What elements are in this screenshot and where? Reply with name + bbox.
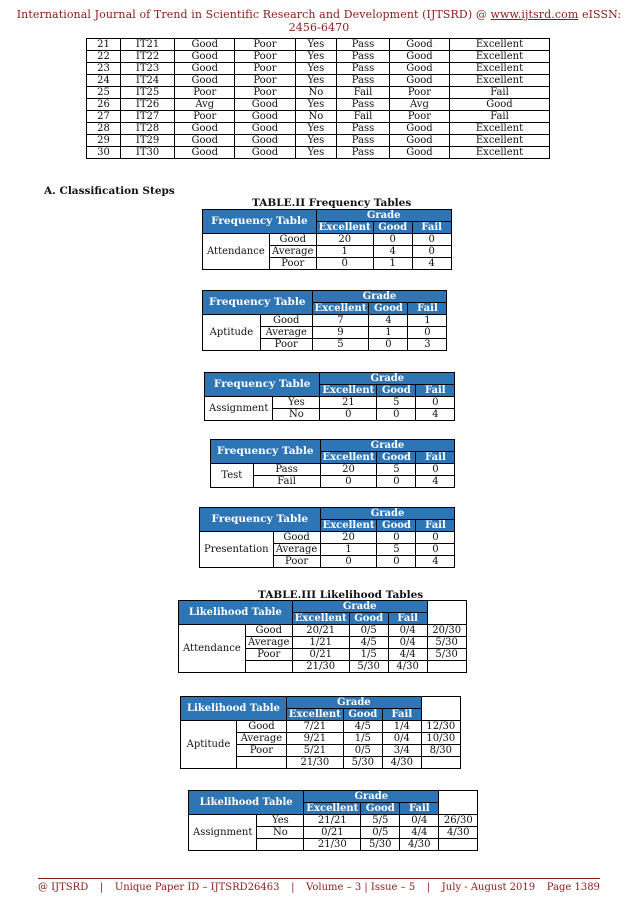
- table-cell: Avg: [175, 99, 235, 111]
- table-cell: Good: [389, 147, 449, 159]
- table-cell: IT21: [120, 39, 174, 51]
- table-cell: Fail: [450, 111, 550, 123]
- table-cell: Pass: [337, 75, 390, 87]
- table-cell: Avg: [389, 99, 449, 111]
- value-label: Poor: [236, 745, 286, 757]
- count-cell: 0: [377, 409, 416, 421]
- count-cell: 4: [416, 476, 455, 488]
- count-cell: 9/21: [286, 733, 343, 745]
- table-cell: Good: [175, 51, 235, 63]
- value-label: Good: [236, 721, 286, 733]
- value-label: Yes: [273, 397, 320, 409]
- grade-column-header: Fail: [388, 613, 427, 625]
- table-cell: Good: [175, 39, 235, 51]
- grade-header: Grade: [316, 210, 451, 222]
- count-cell: 0: [320, 476, 377, 488]
- count-cell: 5/5: [361, 815, 400, 827]
- count-cell: 9: [312, 327, 369, 339]
- count-cell: 4/30: [439, 827, 478, 839]
- header-row: [200, 508, 455, 520]
- attribute-label: Assignment: [189, 815, 257, 851]
- frequency-table-assignment: [204, 372, 455, 421]
- header-row: [211, 440, 455, 452]
- table-cell: Poor: [175, 87, 235, 99]
- table-cell: Good: [175, 75, 235, 87]
- header-row: [205, 373, 455, 385]
- count-cell: 5/21: [286, 745, 343, 757]
- table-row: [211, 464, 455, 476]
- total-cell: 5/30: [343, 757, 382, 769]
- count-cell: 20: [316, 234, 373, 246]
- table-cell: 22: [87, 51, 121, 63]
- table-cell: Yes: [295, 99, 337, 111]
- table-cell: Excellent: [450, 63, 550, 75]
- frequency-tables-title: TABLE.II Frequency Tables: [252, 197, 412, 209]
- table-cell: Excellent: [450, 75, 550, 87]
- grade-header: Grade: [286, 697, 421, 709]
- grade-column-header: Good: [343, 709, 382, 721]
- count-cell: 0: [369, 339, 408, 351]
- count-cell: 1/5: [343, 733, 382, 745]
- table-label: Likelihood Table: [189, 791, 304, 815]
- blank-cell: [236, 757, 286, 769]
- dataset-table: [86, 38, 550, 159]
- grade-column-header: Fail: [400, 803, 439, 815]
- header-row: [179, 601, 467, 613]
- count-cell: 20/21: [292, 625, 349, 637]
- count-cell: 26/30: [439, 815, 478, 827]
- table-cell: IT26: [120, 99, 174, 111]
- table-cell: Poor: [175, 111, 235, 123]
- count-cell: 0/4: [388, 625, 427, 637]
- count-cell: 1: [408, 315, 447, 327]
- count-cell: 20: [320, 464, 377, 476]
- blank-cell: [421, 697, 460, 709]
- table-cell: No: [295, 87, 337, 99]
- table-row: [87, 135, 550, 147]
- table-cell: No: [295, 111, 337, 123]
- count-cell: 0: [412, 246, 451, 258]
- table-cell: Good: [389, 63, 449, 75]
- count-cell: 4: [412, 258, 451, 270]
- table-row: [87, 87, 550, 99]
- table-label: Frequency Table: [203, 210, 317, 234]
- page-footer: @ IJTSRD | Unique Paper ID – IJTSRD26463 | Volume – 3 | Issue – 5 | July - August 2019 Page 1389: [38, 878, 600, 893]
- grade-column-header: Good: [349, 613, 388, 625]
- count-cell: 4/5: [349, 637, 388, 649]
- grade-column-header: Good: [361, 803, 400, 815]
- value-label: Poor: [273, 556, 320, 568]
- grade-column-header: Good: [373, 222, 412, 234]
- count-cell: 7: [312, 315, 369, 327]
- count-cell: 1: [373, 258, 412, 270]
- table-cell: 28: [87, 123, 121, 135]
- count-cell: 0/5: [343, 745, 382, 757]
- grade-header: Grade: [320, 373, 455, 385]
- grade-header: Grade: [304, 791, 439, 803]
- total-cell: 5/30: [361, 839, 400, 851]
- table-cell: Excellent: [450, 123, 550, 135]
- blank-cell: [439, 803, 478, 815]
- blank-cell: [439, 791, 478, 803]
- blank-cell: [439, 839, 478, 851]
- table-cell: Good: [175, 63, 235, 75]
- journal-header: International Journal of Trend in Scientific Research and Development (IJTSRD) @ www.ijtsrd.com eISSN: 2456-6470: [16, 8, 622, 34]
- count-cell: 0: [416, 397, 455, 409]
- table-cell: 26: [87, 99, 121, 111]
- count-cell: 0: [377, 532, 416, 544]
- table-cell: Pass: [337, 51, 390, 63]
- attribute-label: Aptitude: [181, 721, 237, 769]
- count-cell: 20: [320, 532, 377, 544]
- blank-cell: [245, 661, 292, 673]
- table-cell: Poor: [235, 87, 295, 99]
- table-cell: Good: [389, 51, 449, 63]
- blank-cell: [421, 757, 460, 769]
- table-cell: Good: [389, 75, 449, 87]
- total-cell: 4/30: [388, 661, 427, 673]
- count-cell: 5: [377, 544, 416, 556]
- table-cell: Pass: [337, 39, 390, 51]
- blank-cell: [427, 613, 466, 625]
- header-row: [181, 697, 461, 709]
- total-cell: 21/30: [292, 661, 349, 673]
- table-cell: Poor: [389, 111, 449, 123]
- table-label: Frequency Table: [205, 373, 320, 397]
- attribute-label: Presentation: [200, 532, 274, 568]
- grade-column-header: Excellent: [320, 385, 377, 397]
- table-cell: Pass: [337, 63, 390, 75]
- count-cell: 4/5: [343, 721, 382, 733]
- grade-column-header: Excellent: [316, 222, 373, 234]
- table-cell: Excellent: [450, 51, 550, 63]
- table-cell: Poor: [389, 87, 449, 99]
- count-cell: 0/4: [388, 637, 427, 649]
- grade-header: Grade: [320, 508, 455, 520]
- table-cell: Pass: [337, 123, 390, 135]
- total-cell: 5/30: [349, 661, 388, 673]
- table-label: Likelihood Table: [179, 601, 293, 625]
- table-cell: Fail: [337, 111, 390, 123]
- grade-column-header: Excellent: [312, 303, 369, 315]
- count-cell: 0: [316, 258, 373, 270]
- table-cell: Excellent: [450, 135, 550, 147]
- count-cell: 4/4: [388, 649, 427, 661]
- table-cell: Excellent: [450, 39, 550, 51]
- count-cell: 1: [369, 327, 408, 339]
- table-cell: Good: [235, 111, 295, 123]
- table-cell: Fail: [337, 87, 390, 99]
- count-cell: 1/5: [349, 649, 388, 661]
- attribute-label: Assignment: [205, 397, 273, 421]
- count-cell: 4: [416, 409, 455, 421]
- grade-column-header: Fail: [416, 452, 455, 464]
- value-label: Average: [236, 733, 286, 745]
- frequency-table-attendance: [202, 209, 452, 270]
- table-row: [87, 75, 550, 87]
- table-row: [200, 532, 455, 544]
- table-cell: Good: [235, 147, 295, 159]
- blank-cell: [427, 661, 466, 673]
- header-row: [203, 210, 452, 222]
- table-row: [87, 147, 550, 159]
- grade-column-header: Fail: [416, 520, 455, 532]
- count-cell: 0: [412, 234, 451, 246]
- count-cell: 0/4: [400, 815, 439, 827]
- table-row: [181, 721, 461, 733]
- table-cell: 21: [87, 39, 121, 51]
- table-row: [203, 234, 452, 246]
- table-label: Frequency Table: [203, 291, 313, 315]
- table-cell: Yes: [295, 147, 337, 159]
- table-cell: Poor: [235, 63, 295, 75]
- grade-column-header: Excellent: [286, 709, 343, 721]
- table-cell: Yes: [295, 75, 337, 87]
- attribute-label: Attendance: [203, 234, 270, 270]
- grade-column-header: Good: [377, 452, 416, 464]
- table-cell: Good: [389, 39, 449, 51]
- frequency-table-presentation: [199, 507, 455, 568]
- count-cell: 21/21: [304, 815, 361, 827]
- table-cell: IT24: [120, 75, 174, 87]
- table-row: [203, 315, 447, 327]
- grade-header: Grade: [312, 291, 447, 303]
- count-cell: 1: [320, 544, 377, 556]
- table-row: [189, 815, 478, 827]
- table-cell: IT29: [120, 135, 174, 147]
- count-cell: 0: [373, 234, 412, 246]
- table-cell: Fail: [450, 87, 550, 99]
- table-cell: Poor: [235, 51, 295, 63]
- count-cell: 20/30: [427, 625, 466, 637]
- table-cell: Yes: [295, 135, 337, 147]
- count-cell: 0/21: [292, 649, 349, 661]
- table-row: [205, 397, 455, 409]
- grade-header: Grade: [292, 601, 427, 613]
- journal-link[interactable]: www.ijtsrd.com: [490, 8, 579, 21]
- table-cell: Good: [450, 99, 550, 111]
- count-cell: 7/21: [286, 721, 343, 733]
- total-cell: 4/30: [382, 757, 421, 769]
- count-cell: 0/4: [382, 733, 421, 745]
- table-row: [87, 39, 550, 51]
- frequency-table-test: [210, 439, 455, 488]
- attribute-label: Aptitude: [203, 315, 261, 351]
- table-cell: 29: [87, 135, 121, 147]
- attribute-label: Attendance: [179, 625, 246, 673]
- count-cell: 3: [408, 339, 447, 351]
- header-row: [203, 291, 447, 303]
- table-cell: Good: [235, 135, 295, 147]
- table-cell: 23: [87, 63, 121, 75]
- table-label: Likelihood Table: [181, 697, 287, 721]
- grade-column-header: Fail: [408, 303, 447, 315]
- count-cell: 5/30: [427, 637, 466, 649]
- table-cell: Good: [235, 99, 295, 111]
- table-cell: Excellent: [450, 147, 550, 159]
- count-cell: 0: [416, 544, 455, 556]
- table-row: [87, 111, 550, 123]
- value-label: Poor: [245, 649, 292, 661]
- table-cell: 25: [87, 87, 121, 99]
- likelihood-table-aptitude: [180, 696, 461, 769]
- count-cell: 4/4: [400, 827, 439, 839]
- grade-column-header: Excellent: [320, 452, 377, 464]
- table-row: [179, 625, 467, 637]
- count-cell: 0: [320, 409, 377, 421]
- count-cell: 5/30: [427, 649, 466, 661]
- count-cell: 4: [369, 315, 408, 327]
- count-cell: 0/21: [304, 827, 361, 839]
- table-cell: Pass: [337, 147, 390, 159]
- count-cell: 0: [377, 476, 416, 488]
- count-cell: 4: [416, 556, 455, 568]
- value-label: Good: [260, 315, 312, 327]
- value-label: No: [273, 409, 320, 421]
- count-cell: 3/4: [382, 745, 421, 757]
- table-cell: 27: [87, 111, 121, 123]
- attribute-label: Test: [211, 464, 254, 488]
- table-label: Frequency Table: [211, 440, 321, 464]
- frequency-table-aptitude: [202, 290, 447, 351]
- count-cell: 0: [416, 532, 455, 544]
- value-label: Average: [269, 246, 316, 258]
- table-label: Frequency Table: [200, 508, 321, 532]
- total-cell: 21/30: [286, 757, 343, 769]
- count-cell: 0/5: [361, 827, 400, 839]
- table-cell: Good: [175, 135, 235, 147]
- table-cell: Good: [389, 123, 449, 135]
- table-cell: Pass: [337, 135, 390, 147]
- count-cell: 0: [416, 464, 455, 476]
- table-cell: IT22: [120, 51, 174, 63]
- grade-column-header: Fail: [382, 709, 421, 721]
- value-label: Yes: [257, 815, 304, 827]
- table-cell: Good: [235, 123, 295, 135]
- blank-cell: [421, 709, 460, 721]
- count-cell: 0: [408, 327, 447, 339]
- count-cell: 0: [377, 556, 416, 568]
- value-label: Good: [245, 625, 292, 637]
- total-cell: 4/30: [400, 839, 439, 851]
- count-cell: 1/21: [292, 637, 349, 649]
- table-row: [87, 99, 550, 111]
- likelihood-table-attendance: [178, 600, 467, 673]
- grade-column-header: Fail: [416, 385, 455, 397]
- table-cell: 24: [87, 75, 121, 87]
- value-label: Fail: [253, 476, 320, 488]
- table-row: [87, 123, 550, 135]
- blank-cell: [427, 601, 466, 613]
- table-cell: 30: [87, 147, 121, 159]
- table-cell: IT28: [120, 123, 174, 135]
- table-cell: Good: [175, 147, 235, 159]
- table-cell: Yes: [295, 123, 337, 135]
- table-cell: IT27: [120, 111, 174, 123]
- count-cell: 8/30: [421, 745, 460, 757]
- table-cell: IT25: [120, 87, 174, 99]
- table-cell: Pass: [337, 99, 390, 111]
- count-cell: 1: [316, 246, 373, 258]
- table-cell: Good: [175, 123, 235, 135]
- table-cell: Poor: [235, 39, 295, 51]
- table-cell: Yes: [295, 63, 337, 75]
- blank-cell: [257, 839, 304, 851]
- value-label: Average: [273, 544, 320, 556]
- table-cell: IT30: [120, 147, 174, 159]
- count-cell: 5: [377, 464, 416, 476]
- value-label: Good: [273, 532, 320, 544]
- value-label: Good: [269, 234, 316, 246]
- count-cell: 5: [377, 397, 416, 409]
- count-cell: 12/30: [421, 721, 460, 733]
- total-cell: 21/30: [304, 839, 361, 851]
- table-cell: Good: [389, 135, 449, 147]
- count-cell: 1/4: [382, 721, 421, 733]
- header-row: [189, 791, 478, 803]
- count-cell: 10/30: [421, 733, 460, 745]
- grade-column-header: Fail: [412, 222, 451, 234]
- count-cell: 5: [312, 339, 369, 351]
- value-label: No: [257, 827, 304, 839]
- count-cell: 21: [320, 397, 377, 409]
- value-label: Poor: [269, 258, 316, 270]
- table-cell: Poor: [235, 75, 295, 87]
- value-label: Poor: [260, 339, 312, 351]
- table-cell: Yes: [295, 51, 337, 63]
- likelihood-tables-title: TABLE.III Likelihood Tables: [258, 589, 424, 601]
- count-cell: 0/5: [349, 625, 388, 637]
- table-cell: IT23: [120, 63, 174, 75]
- table-row: [87, 51, 550, 63]
- count-cell: 4: [373, 246, 412, 258]
- grade-column-header: Excellent: [304, 803, 361, 815]
- section-heading: A. Classification Steps: [44, 185, 175, 197]
- table-row: [87, 63, 550, 75]
- grade-column-header: Excellent: [320, 520, 377, 532]
- table-cell: Yes: [295, 39, 337, 51]
- value-label: Pass: [253, 464, 320, 476]
- grade-column-header: Good: [369, 303, 408, 315]
- grade-header: Grade: [320, 440, 455, 452]
- grade-column-header: Good: [377, 520, 416, 532]
- value-label: Average: [260, 327, 312, 339]
- grade-column-header: Good: [377, 385, 416, 397]
- grade-column-header: Excellent: [292, 613, 349, 625]
- count-cell: 0: [320, 556, 377, 568]
- value-label: Average: [245, 637, 292, 649]
- likelihood-table-assignment: [188, 790, 478, 851]
